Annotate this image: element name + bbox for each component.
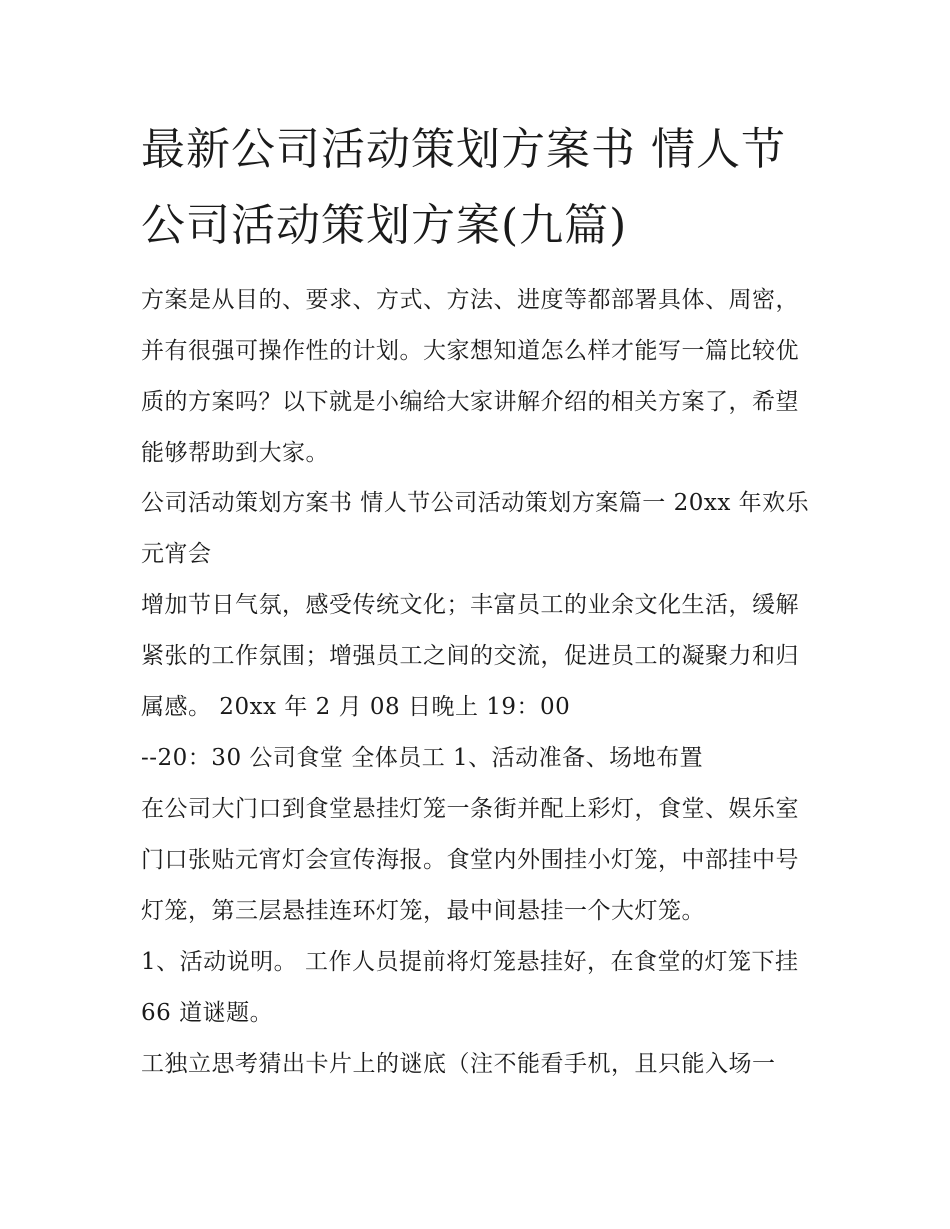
paragraph-purpose: 增加节日气氛，感受传统文化；丰富员工的业余文化生活，缓解紧张的工作氛围；增强员工之间的交流，促进员工的凝聚力和归属感。 20xx 年 2 月 08 日晚上 19：00	[141, 592, 799, 720]
paragraph-activity-description: 1、活动说明。 工作人员提前将灯笼悬挂好，在食堂的灯笼下挂 66 道谜题。	[141, 949, 799, 1026]
paragraph-rules: 工独立思考猜出卡片上的谜底（注不能看手机，且只能入场一	[141, 1051, 776, 1077]
paragraph-section-heading: 公司活动策划方案书 情人节公司活动策划方案篇一 20xx 年欢乐元宵会	[141, 490, 810, 567]
document-title: 最新公司活动策划方案书 情人节公司活动策划方案(九篇)	[141, 124, 786, 251]
paragraph-intro: 方案是从目的、要求、方式、方法、进度等都部署具体、周密，并有很强可操作性的计划。大家想知道怎么样才能写一篇比较优质的方案吗？以下就是小编给大家讲解介绍的相关方案了，希望能够帮助到大家。	[141, 287, 799, 466]
paragraph-time-place: --20：30 公司食堂 全体员工 1、活动准备、场地布置	[141, 745, 704, 771]
paragraph-venue-setup: 在公司大门口到食堂悬挂灯笼一条街并配上彩灯，食堂、娱乐室门口张贴元宵灯会宣传海报。食堂内外围挂小灯笼，中部挂中号灯笼，第三层悬挂连环灯笼，最中间悬挂一个大灯笼。	[141, 796, 799, 924]
